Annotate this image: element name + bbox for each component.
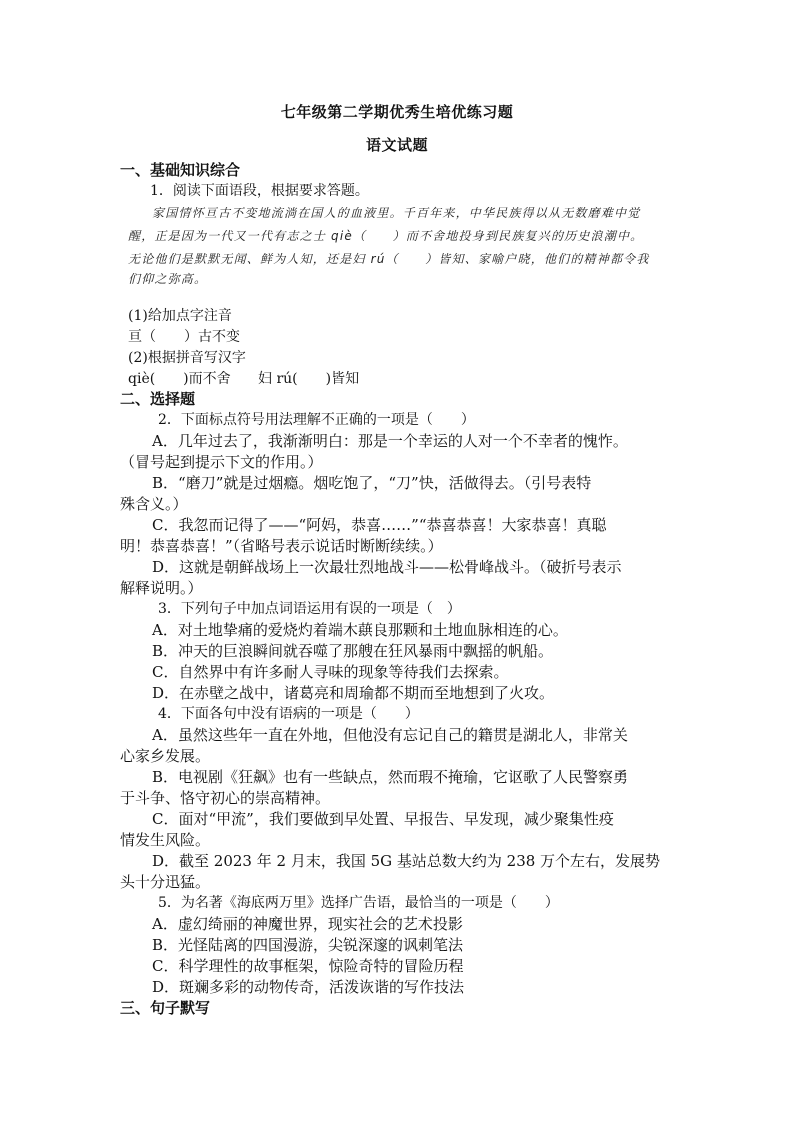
question-3-option-d: D．在赤壁之战中，诸葛亮和周瑜都不期而至地想到了火攻。 bbox=[152, 684, 555, 702]
question-2-option-c: C．我忽而记得了——“阿妈，恭喜……”“恭喜恭喜！大家恭喜！真聪 bbox=[152, 516, 607, 534]
section-heading-1: 一、基础知识综合 bbox=[120, 161, 241, 179]
page-subtitle: 语文试题 bbox=[365, 136, 428, 154]
question-5-option-b: B．光怪陆离的四国漫游，尖锐深邃的讽刺笔法 bbox=[152, 936, 464, 954]
question-4-stem: 4．下面各句中没有语病的一项是（ ） bbox=[158, 706, 419, 722]
question-4-option-b: B．电视剧《狂飙》也有一些缺点，然而瑕不掩瑜，它讴歌了人民警察勇 bbox=[152, 768, 629, 786]
question-5-option-a: A．虚幻绮丽的神魔世界，现实社会的艺术投影 bbox=[152, 915, 463, 933]
question-3-stem: 3．下列句子中加点词语运用有误的一项是（ ） bbox=[158, 601, 461, 617]
question-2-option-b-cont: 殊含义。） bbox=[120, 495, 188, 513]
question-4-option-a: A．虽然这些年一直在外地，但他没有忘记自己的籍贯是湖北人，非常关 bbox=[152, 726, 628, 744]
question-3-option-a: A．对土地挚痛的爱烧灼着端木蕻良那颗和土地血脉相连的心。 bbox=[152, 621, 568, 639]
passage-line-4: 们仰之弥高。 bbox=[128, 272, 208, 286]
question-1-part-2: (2)根据拼音写汉字 bbox=[128, 350, 246, 366]
question-2-stem: 2．下面标点符号用法理解不正确的一项是（ ） bbox=[158, 412, 475, 428]
question-2-option-d-cont: 解释说明。） bbox=[120, 579, 203, 597]
question-4-option-d-cont: 头十分迅猛。 bbox=[120, 873, 211, 891]
question-1-part-2-item-b: 妇 rú( )皆知 bbox=[258, 371, 360, 387]
question-2-option-a: A．几年过去了，我渐渐明白：那是一个幸运的人对一个不幸者的愧怍。 bbox=[152, 432, 628, 450]
question-2-option-b: B．“磨刀”就是过烟瘾。烟吃饱了，“刀”快，活做得去。（引号表特 bbox=[152, 474, 592, 492]
section-heading-2: 二、选择题 bbox=[120, 390, 196, 408]
question-1-part-1-item: 亘（ ）古不变 bbox=[128, 329, 240, 345]
question-2-option-a-cont: （冒号起到提示下文的作用。） bbox=[120, 453, 323, 471]
question-4-option-d: D．截至 2023 年 2 月末，我国 5G 基站总数大约为 238 万个左右，发展势 bbox=[152, 852, 661, 870]
passage-line-1: 家国情怀亘古不变地流淌在国人的血液里。千百年来，中华民族得以从无数磨难中觉 bbox=[152, 206, 641, 220]
passage-line-2: 醒，正是因为一代又一代有志之士 qiè（ ）而不舍地投身到民族复兴的历史浪潮中。 bbox=[128, 229, 644, 243]
passage-line-3: 无论他们是默默无闻、鲜为人知，还是妇 rú（ ）皆知、家喻户晓，他们的精神都令我 bbox=[128, 252, 650, 266]
question-4-option-a-cont: 心家乡发展。 bbox=[120, 747, 211, 765]
question-4-option-c-cont: 情发生风险。 bbox=[120, 831, 211, 849]
question-3-option-c: C．自然界中有许多耐人寻味的现象等待我们去探索。 bbox=[152, 663, 509, 681]
question-1-stem: 1．阅读下面语段，根据要求答题。 bbox=[150, 183, 369, 199]
section-heading-3: 三、句子默写 bbox=[120, 999, 211, 1017]
question-5-stem: 5．为名著《海底两万里》选择广告语，最恰当的一项是（ ） bbox=[158, 895, 559, 911]
question-4-option-b-cont: 于斗争、恪守初心的崇高精神。 bbox=[120, 789, 331, 807]
question-4-option-c: C．面对“甲流”，我们要做到早处置、早报告、早发现，减少聚集性疫 bbox=[152, 810, 614, 828]
question-1-part-1: (1)给加点字注音 bbox=[128, 308, 232, 324]
question-2-option-d: D．这就是朝鲜战场上一次最壮烈地战斗——松骨峰战斗。（破折号表示 bbox=[152, 558, 622, 576]
page-title: 七年级第二学期优秀生培优练习题 bbox=[280, 103, 514, 121]
question-1-part-2-item-a: qiè( )而不舍 bbox=[128, 371, 231, 387]
question-3-option-b: B．冲天的巨浪瞬间就吞噬了那艘在狂风暴雨中飘摇的帆船。 bbox=[152, 642, 554, 660]
question-2-option-c-cont: 明！恭喜恭喜！”（省略号表示说话时断断续续。） bbox=[120, 537, 443, 555]
question-5-option-c: C．科学理性的故事框架，惊险奇特的冒险历程 bbox=[152, 957, 464, 975]
question-5-option-d: D．斑斓多彩的动物传奇，活泼诙谐的写作技法 bbox=[152, 978, 465, 996]
